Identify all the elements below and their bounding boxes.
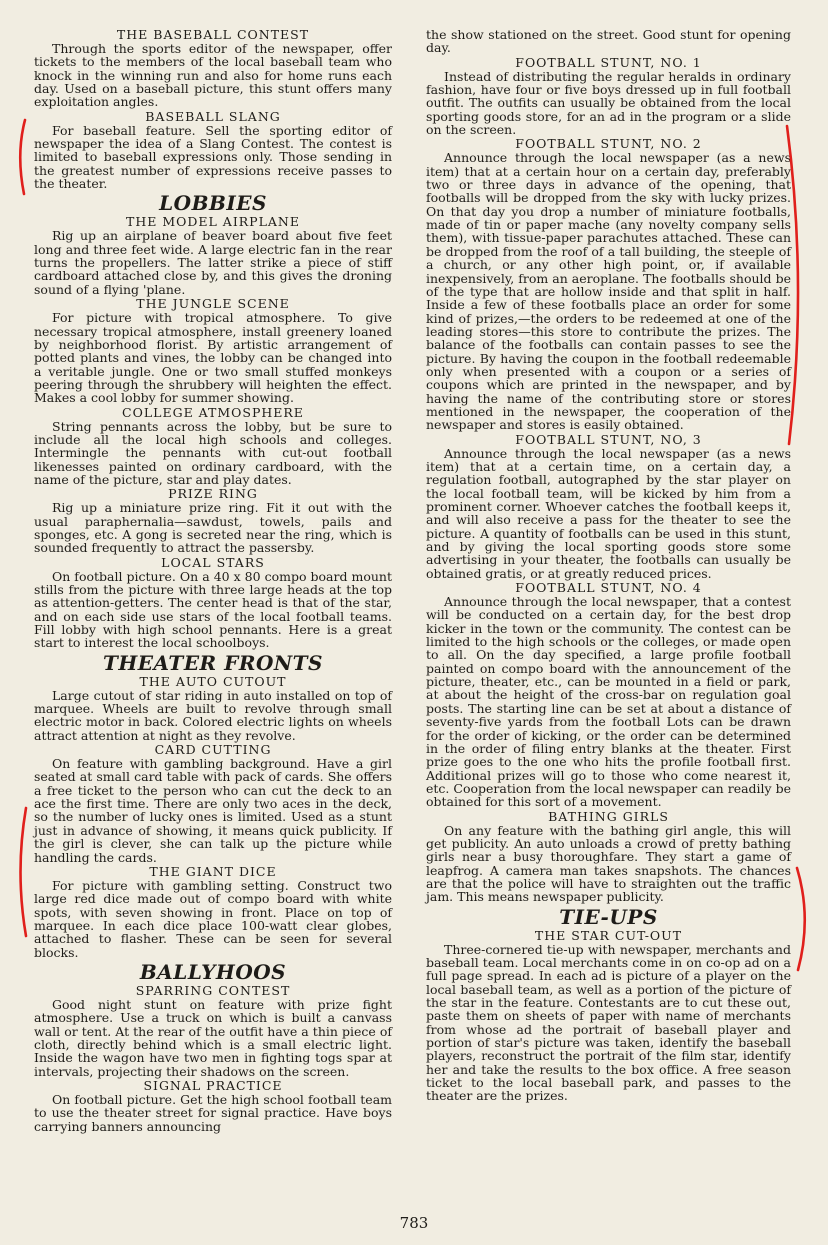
article-body-the-jungle-scene: For picture with tropical atmosphere. To give necessary tropical atmosphere, install greenery loaned by neighborhood florist. By artistic arrangement of potted plants and vines, the lobby can be changed into a veritable jungle. One or two small stuffed monkeys peering through the shrubbery will heighten the effect. Makes a cool lobby for summer showing. xyxy=(34,310,392,406)
article-heading-local-stars: LOCAL STARS xyxy=(161,554,265,570)
article-heading-bathing-girls: BATHING GIRLS xyxy=(548,808,669,824)
article-body-football-stunt-no-3: Announce through the local newspaper (as a news item) that at a certain time, on a certain day, a regulation football, autographed by the star player on the local football team, will be kicked by him from a prominent corner. Whoever catches the football keeps it, and will also receive a pass for the theater to see the picture. A quantity of footballs can be used in this stunt, and by giving the local sporting goods store some advertising in your theater, the footballs can usually be obtained gratis, or at greatly reduced prices. xyxy=(426,445,791,581)
article-heading-college-atmosphere: COLLEGE ATMOSPHERE xyxy=(122,404,304,420)
page-number: 783 xyxy=(399,1214,429,1232)
article-heading-baseball-slang: BASEBALL SLANG xyxy=(145,108,281,124)
article-body-football-stunt-no-2: Announce through the local newspaper (as a news item) that at a certain hour on a certain day, preferably two or three days in advance of the opening, that footballs will be dropped from the sky with lucky prizes. On that day you drop a number of miniature footballs, made of tin or paper mache (any novelty company sells them), with tissue-paper parachutes attached. These can be dropped from the roof of a tall building, the steeple of a church, or any other high point, or, if available inexpensively, from an aeroplane. The footballs should be of the type that are hollow inside and that split in half. Inside a few of these footballs place an order for some kind of prizes,—the orders to be redeemed at one of the leading stores—this store to contribute the prizes. The balance of the footballs can contain passes to see the picture. By having the coupon in the football redeemable only when presented with a coupon or a series of coupons which are printed in the newspaper, and by having the name of the contributing store or stores mentioned in the newspaper, the cooperation of the newspaper and stores is easily obtained. xyxy=(426,150,791,433)
article-body-prize-ring: Rig up a miniature prize ring. Fit it out with the usual paraphernalia—sawdust, towels, pails and sponges, etc. A gong is secreted near the ring, which is sounded frequently to attract the passersby. xyxy=(34,500,392,556)
article-heading-prize-ring: PRIZE RING xyxy=(168,486,258,502)
article-body-sparring-contest: Good night stunt on feature with prize fight atmosphere. Use a truck on which is built a canvass wall or tent. At the rear of the outfit have a thin piece of cloth, directly behind which is a small electric light. Inside the wagon have two men in fighting togs spar at intervals, projecting their shadows on the screen. xyxy=(34,996,392,1079)
red-margin-bracket-baseball-slang xyxy=(12,118,28,196)
article-heading-the-baseball-contest: THE BASEBALL CONTEST xyxy=(116,27,310,42)
article-body-the-giant-dice: For picture with gambling setting. Construct two large red dice made out of compo board with white spots, with seven showing in front. Place on top of marquee. In each dice place 100-watt clear globes, attached to flasher. These can be seen for several blocks. xyxy=(34,877,392,960)
article-body-baseball-slang: For baseball feature. Sell the sporting editor of newspaper the idea of a Slang Contest. The contest is limited to baseball expressions only. Those sending in the greatest number of expressions receive passes to the theater. xyxy=(34,122,392,192)
article-body-football-stunt-no-1: Instead of distributing the regular heralds in ordinary fashion, have four or five boys dressed up in full football outfit. The outfits can usually be obtained from the local sporting goods store, for an ad in the program or a slide on the screen. xyxy=(426,68,791,138)
article-heading-the-star-cut-out: THE STAR CUT-OUT xyxy=(534,927,683,943)
article-heading-the-model-airplane: THE MODEL AIRPLANE xyxy=(126,214,300,230)
section-heading-tie-ups: TIE-UPS xyxy=(559,904,658,929)
right-column xyxy=(426,28,791,1104)
article-body-continued: the show stationed on the street. Good stunt for opening day. xyxy=(426,27,791,56)
article-body-local-stars: On football picture. On a 40 x 80 compo board mount stills from the picture with three large heads at the top as attention-getters. The center head is that of the star, and on each side use stars of the local football teams. Fill lobby with high school pennants. Here is a great start to interest the local schoolboys. xyxy=(34,568,392,651)
article-body-the-star-cut-out: Three-cornered tie-up with newspaper, merchants and baseball team. Local merchants come in on co-op ad on a full page spread. In each ad is picture of a player on the local baseball team, as well as a portion of the picture of the star in the feature. Contestants are to cut these out, paste them on sheets of paper with name of merchants from whose ad the portrait of baseball player and portion of star's picture was taken, identify the baseball players, reconstruct the portrait of the film star, identify her and take the results to the box office. A free season ticket to the local baseball park, and passes to the theater are the prizes. xyxy=(426,941,791,1104)
article-body-card-cutting: On feature with gambling background. Have a girl seated at small card table with pack of cards. She offers a free ticket to the person who can cut the deck to an ace the first time. There are only two aces in the deck, so the number of lucky ones is limited. Used as a stunt just in advance of showing, it means quick publicity. If the girl is clever, she can talk up the picture while handling the cards. xyxy=(34,756,392,865)
section-heading-lobbies: LOBBIES xyxy=(159,191,267,216)
article-heading-signal-practice: SIGNAL PRACTICE xyxy=(143,1077,283,1093)
section-heading-theater-fronts: THEATER FRONTS xyxy=(102,650,323,675)
article-heading-football-stunt-no-1: FOOTBALL STUNT, NO. 1 xyxy=(515,54,702,70)
left-column xyxy=(34,28,392,1134)
article-heading-football-stunt-no-4: FOOTBALL STUNT, NO. 4 xyxy=(515,580,702,596)
article-heading-sparring-contest: SPARRING CONTEST xyxy=(135,982,291,998)
article-body-the-model-airplane: Rig up an airplane of beaver board about five feet long and three feet wide. A large electric fan in the rear turns the propellers. The latter strike a piece of stiff cardboard attached close by, and this gives the droning sound of a flying 'plane. xyxy=(34,228,392,297)
article-heading-football-stunt-no-2: FOOTBALL STUNT, NO. 2 xyxy=(515,136,702,152)
article-body-the-auto-cutout: Large cutout of star riding in auto installed on top of marquee. Wheels are built to revolve through small electric motor in back. Colored electric lights on wheels attract attention at night as they revolve. xyxy=(34,687,392,743)
red-margin-bracket-football-stunt-2 xyxy=(784,124,806,446)
article-body-football-stunt-no-4: Announce through the local newspaper, that a contest will be conducted on a certain day, for the best drop kicker in the town or the community. The contest can be limited to the high schools or the colleges, or made open to all. On the day specified, a large profile football painted on compo board with the announcement of the picture, theater, etc., can be mounted in a field or park, at about the height of the cross-bar on regulation goal posts. The starting line can be set at about a distance of seventy-five yards from the football Lots can be drawn for the order of kicking, or the order can be determined in the order of filing entry blanks at the theater. First prize goes to the one who hits the profile football first. Additional prizes will go to those who come nearest it, etc. Cooperation from the local newspaper can readily be obtained for this sort of a movement. xyxy=(426,594,791,810)
article-heading-the-auto-cutout: THE AUTO CUTOUT xyxy=(139,673,287,689)
article-heading-the-giant-dice: THE GIANT DICE xyxy=(149,863,277,879)
section-heading-ballyhoos: BALLYHOOS xyxy=(139,959,287,984)
article-heading-card-cutting: CARD CUTTING xyxy=(154,742,272,758)
article-heading-football-stunt-no-3: FOOTBALL STUNT, NO, 3 xyxy=(515,431,702,447)
red-margin-bracket-card-cutting xyxy=(12,806,30,938)
article-body-signal-practice: On football picture. Get the high school football team to use the theater street for signal practice. Have boys carrying banners announcing xyxy=(34,1091,392,1134)
article-heading-the-jungle-scene: THE JUNGLE SCENE xyxy=(136,296,290,312)
article-body-college-atmosphere: String pennants across the lobby, but be sure to include all the local high schools and colleges. Intermingle the pennants with cut-out football likenesses painted on ordinary cardboard, with the name of the picture, star and play dates. xyxy=(34,418,392,487)
article-body-bathing-girls: On any feature with the bathing girl angle, this will get publicity. An auto unloads a crowd of pretty bathing girls near a busy thoroughfare. They start a game of leapfrog. A camera man takes snapshots. The chances are that the police will have to straighten out the traffic jam. This means newspaper publicity. xyxy=(426,822,791,905)
red-margin-bracket-bathing-girls xyxy=(794,866,812,972)
article-body-the-baseball-contest: Through the sports editor of the newspaper, offer tickets to the members of the local baseball team who knock in the winning run and also for home runs each day. Used on a baseball picture, this stunt offers many exploitation angles. xyxy=(34,41,392,110)
